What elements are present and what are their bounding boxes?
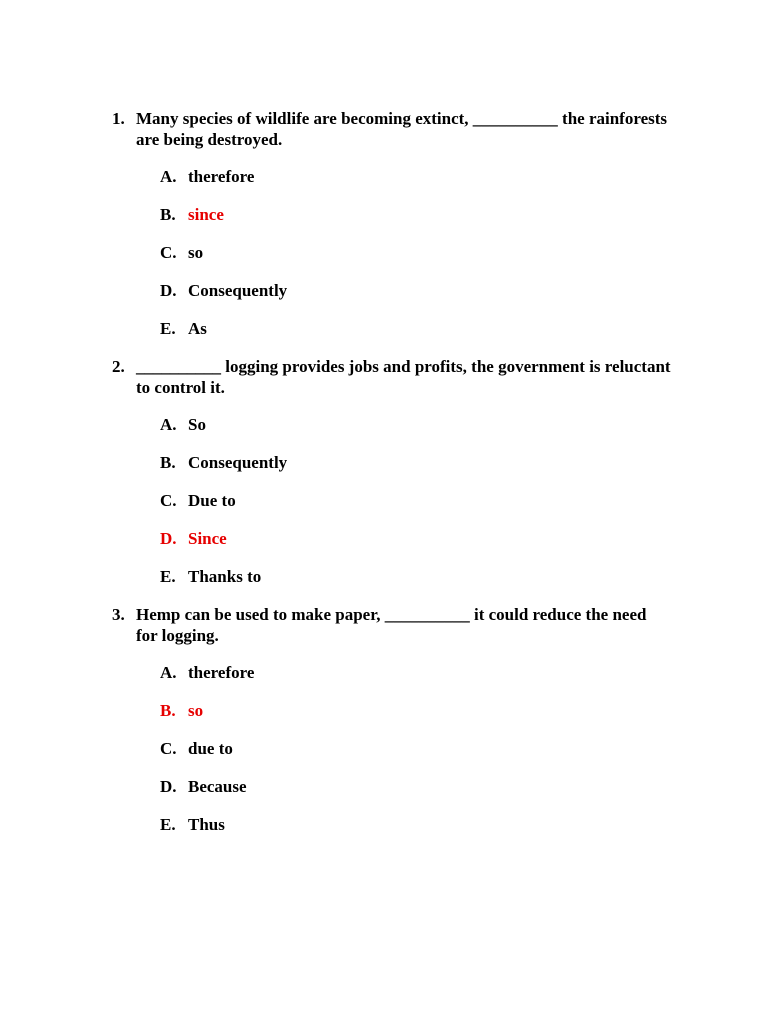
option-item <box>160 318 672 340</box>
option-item <box>160 528 672 550</box>
option-item <box>160 490 672 512</box>
option-letter: E. <box>160 815 176 834</box>
question-text: Many species of wildlife are becoming extinct, __________ the rainforests are being destroyed. <box>136 109 668 149</box>
option-text: Consequently <box>188 281 288 300</box>
question-number: 1. <box>112 109 125 128</box>
option-text: As <box>188 319 207 338</box>
option-item <box>160 452 672 474</box>
question-list <box>112 108 672 836</box>
option-text: Thanks to <box>188 567 262 586</box>
option-letter: B. <box>160 453 176 472</box>
option-text: since <box>188 205 224 224</box>
question-head <box>112 604 672 646</box>
option-list <box>112 166 672 340</box>
option-list <box>112 662 672 836</box>
option-text: Because <box>188 777 247 796</box>
option-item <box>160 204 672 226</box>
question-text: __________ logging provides jobs and profits, the government is reluctant to control it. <box>136 357 671 397</box>
option-letter: A. <box>160 415 177 434</box>
question-head <box>112 108 672 150</box>
option-letter: C. <box>160 739 177 758</box>
option-letter: C. <box>160 243 177 262</box>
question-item <box>112 356 672 588</box>
option-letter: C. <box>160 491 177 510</box>
option-text: so <box>188 701 204 720</box>
option-text: therefore <box>188 167 255 186</box>
option-letter: A. <box>160 167 177 186</box>
option-letter: D. <box>160 281 177 300</box>
question-number: 2. <box>112 357 125 376</box>
option-letter: B. <box>160 701 176 720</box>
question-number: 3. <box>112 605 125 624</box>
option-item <box>160 814 672 836</box>
question-head <box>112 356 672 398</box>
option-letter: D. <box>160 529 177 548</box>
option-text: Consequently <box>188 453 288 472</box>
question-item <box>112 108 672 340</box>
option-letter: D. <box>160 777 177 796</box>
option-item <box>160 700 672 722</box>
option-text: Thus <box>188 815 225 834</box>
option-letter: E. <box>160 319 176 338</box>
question-text: Hemp can be used to make paper, __________ it could reduce the need for logging. <box>136 605 647 645</box>
option-text: due to <box>188 739 233 758</box>
option-letter: A. <box>160 663 177 682</box>
option-item <box>160 776 672 798</box>
option-item <box>160 280 672 302</box>
option-item <box>160 662 672 684</box>
option-item <box>160 414 672 436</box>
option-letter: E. <box>160 567 176 586</box>
option-text: Since <box>188 529 227 548</box>
option-item <box>160 242 672 264</box>
option-text: Due to <box>188 491 236 510</box>
question-item <box>112 604 672 836</box>
option-letter: B. <box>160 205 176 224</box>
option-item <box>160 166 672 188</box>
option-text: therefore <box>188 663 255 682</box>
option-text: so <box>188 243 204 262</box>
option-item <box>160 566 672 588</box>
option-item <box>160 738 672 760</box>
option-text: So <box>188 415 206 434</box>
option-list <box>112 414 672 588</box>
